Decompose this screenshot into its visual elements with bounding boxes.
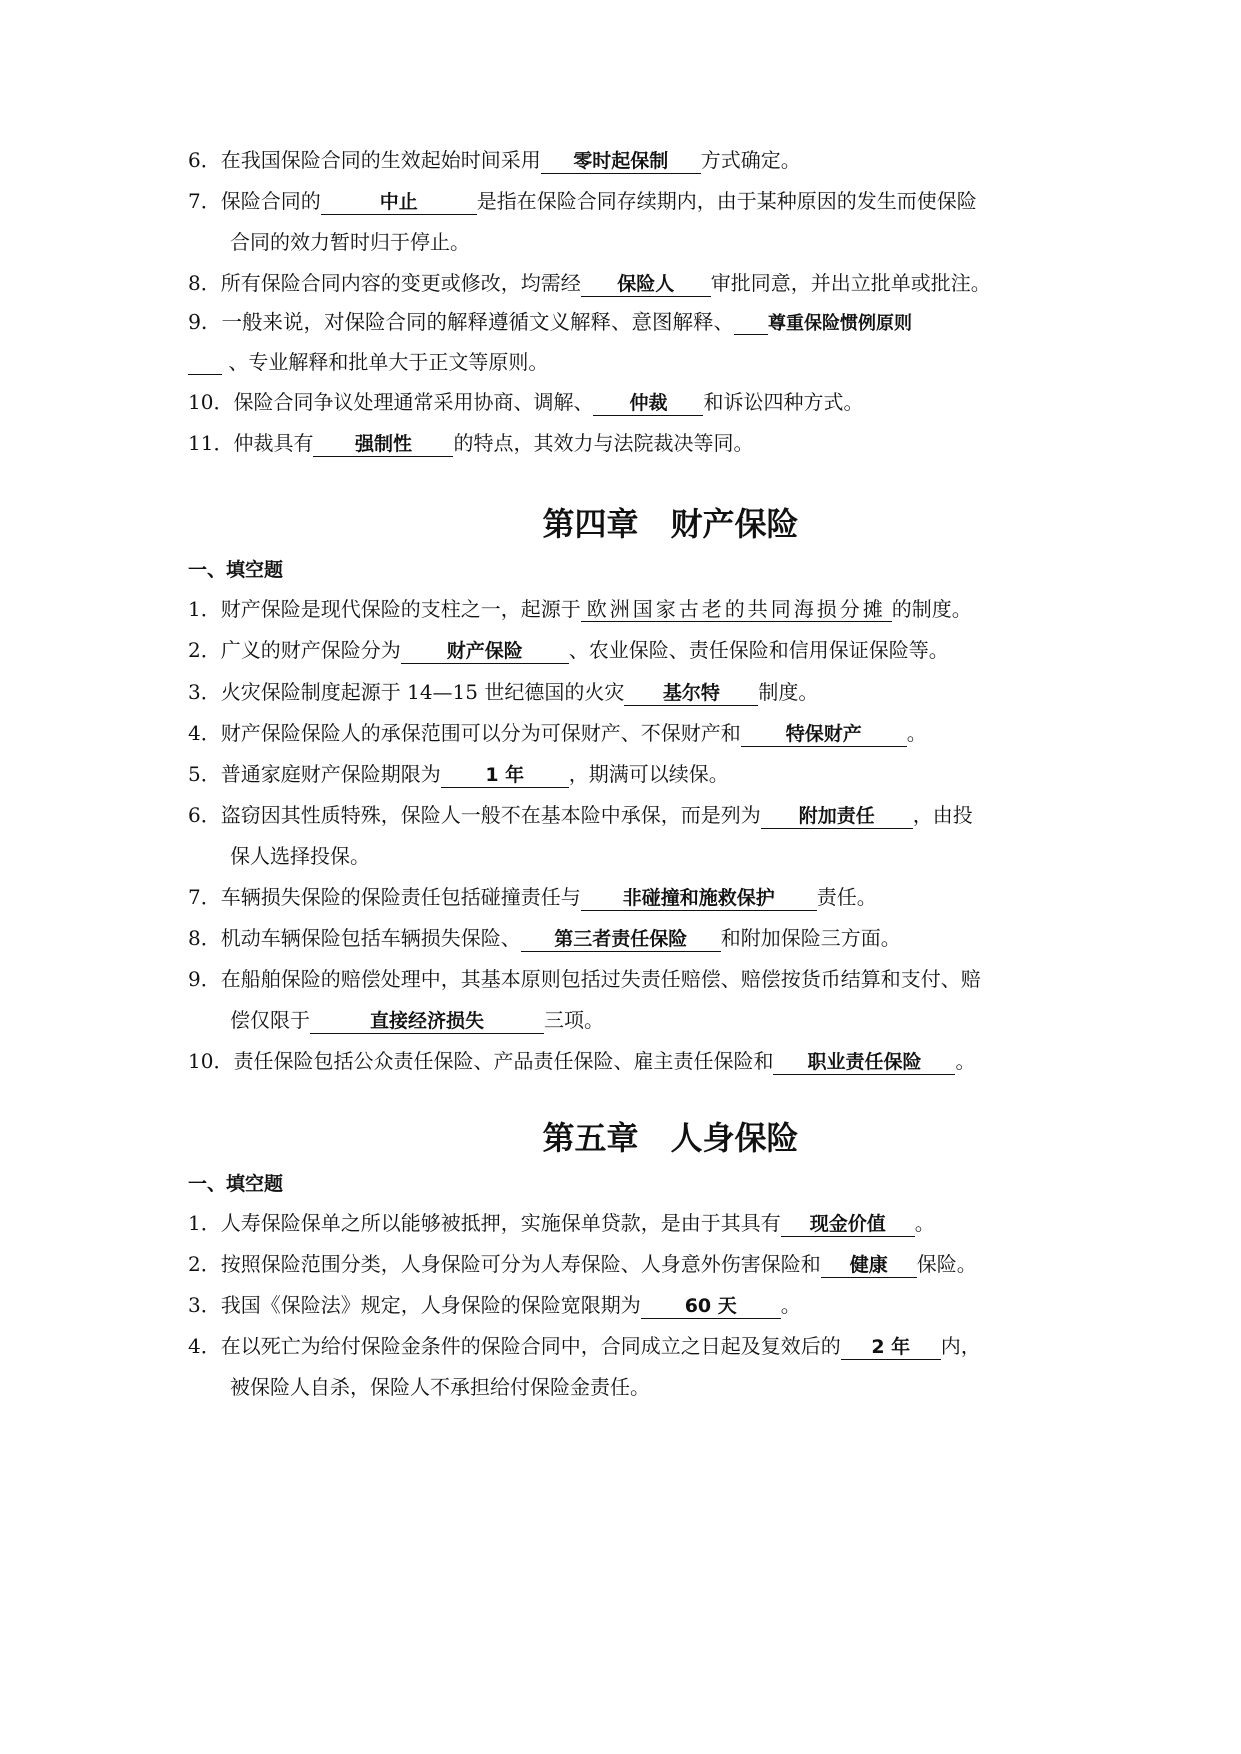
question-ch4-9-continued: 偿仅限于 直接经济损失 三项。 xyxy=(230,1008,604,1032)
question-ch4-1: 1．财产保险是现代保险的支柱之一，起源于 欧洲国家古老的共同海损分摊 的制度。 xyxy=(188,597,972,621)
question-ch5-2: 2．按照保险范围分类，人身保险可分为人寿保险、人身意外伤害保险和 健康 保险。 xyxy=(188,1252,977,1276)
question-ch4-3: 3．火灾保险制度起源于 14—15 世纪德国的火灾 基尔特 制度。 xyxy=(188,680,819,704)
answer-blank: 直接经济损失 xyxy=(310,1009,544,1034)
question-ch5-1: 1．人寿保险保单之所以能够被抵押，实施保单贷款，是由于其具有 现金价值 。 xyxy=(188,1211,935,1235)
question-ch3-8: 8．所有保险合同内容的变更或修改，均需经 保险人 审批同意，并出立批单或批注。 xyxy=(188,271,991,295)
answer-blank: 1 年 xyxy=(441,763,569,788)
answer-blank: 非碰撞和施救保护 xyxy=(581,886,817,911)
chapter-title-4: 第四章 财产保险 xyxy=(542,505,799,543)
answer-blank: 健康 xyxy=(821,1253,917,1278)
question-ch3-7: 7．保险合同的 中止 是指在保险合同存续期内，由于某种原因的发生而使保险 xyxy=(188,189,977,213)
question-ch4-2: 2．广义的财产保险分为 财产保险 、农业保险、责任保险和信用保证保险等。 xyxy=(188,638,949,662)
question-ch5-4: 4．在以死亡为给付保险金条件的保险合同中，合同成立之日起及复效后的 2 年 内， xyxy=(188,1334,981,1358)
question-ch4-9: 9．在船舶保险的赔偿处理中，其基本原则包括过失责任赔偿、赔偿按货币结算和支付、赔 xyxy=(188,967,981,991)
question-ch4-6-continued: 保人选择投保。 xyxy=(230,844,370,868)
question-ch4-6: 6．盗窃因其性质特殊，保险人一般不在基本险中承保，而是列为 附加责任 ，由投 xyxy=(188,803,973,827)
question-ch3-11: 11．仲裁具有 强制性 的特点，其效力与法院裁决等同。 xyxy=(188,431,754,455)
question-ch3-7-continued: 合同的效力暂时归于停止。 xyxy=(230,230,470,254)
question-ch4-8: 8．机动车辆保险包括车辆损失保险、 第三者责任保险 和附加保险三方面。 xyxy=(188,926,901,950)
answer-blank: 强制性 xyxy=(313,432,453,457)
question-ch5-4-continued: 被保险人自杀，保险人不承担给付保险金责任。 xyxy=(230,1375,650,1399)
answer-blank: 保险人 xyxy=(581,272,711,297)
section-heading-fill-in: 一、填空题 xyxy=(188,559,284,581)
answer-blank: 60 天 xyxy=(641,1294,781,1319)
question-ch4-4: 4．财产保险保险人的承保范围可以分为可保财产、不保财产和 特保财产 。 xyxy=(188,721,927,745)
answer-blank: 零时起保制 xyxy=(541,149,701,174)
question-ch3-10: 10．保险合同争议处理通常采用协商、调解、 仲裁 和诉讼四种方式。 xyxy=(188,390,864,414)
answer-blank: 附加责任 xyxy=(761,804,913,829)
answer-blank: 2 年 xyxy=(841,1335,941,1360)
answer-blank: 特保财产 xyxy=(741,722,907,747)
answer-blank: 仲裁 xyxy=(593,391,703,416)
answer-blank: 欧洲国家古老的共同海损分摊 xyxy=(581,597,892,622)
question-ch4-10: 10．责任保险包括公众责任保险、产品责任保险、雇主责任保险和 职业责任保险 。 xyxy=(188,1049,976,1073)
question-ch5-3: 3．我国《保险法》规定，人身保险的保险宽限期为 60 天 。 xyxy=(188,1293,801,1317)
question-ch3-9: 9．一般来说，对保险合同的解释遵循文义解释、意图解释、 尊重保险惯例原则 xyxy=(188,310,913,334)
question-ch4-5: 5．普通家庭财产保险期限为 1 年 ，期满可以续保。 xyxy=(188,762,729,786)
answer-blank: 现金价值 xyxy=(781,1212,915,1237)
answer-blank: 基尔特 xyxy=(624,681,758,706)
answer-blank: 财产保险 xyxy=(401,639,569,664)
answer-blank: 中止 xyxy=(321,190,477,215)
answer-blank: 职业责任保险 xyxy=(773,1050,955,1075)
chapter-title-5: 第五章 人身保险 xyxy=(542,1119,799,1157)
question-ch3-9-continued: 、专业解释和批单大于正文等原则。 xyxy=(188,348,548,376)
section-heading-fill-in: 一、填空题 xyxy=(188,1173,284,1195)
question-ch3-6: 6．在我国保险合同的生效起始时间采用 零时起保制 方式确定。 xyxy=(188,148,801,172)
answer-blank: 第三者责任保险 xyxy=(521,927,721,952)
question-ch4-7: 7．车辆损失保险的保险责任包括碰撞责任与 非碰撞和施救保护 责任。 xyxy=(188,885,877,909)
answer-blank: 尊重保险惯例原则 xyxy=(768,313,913,334)
